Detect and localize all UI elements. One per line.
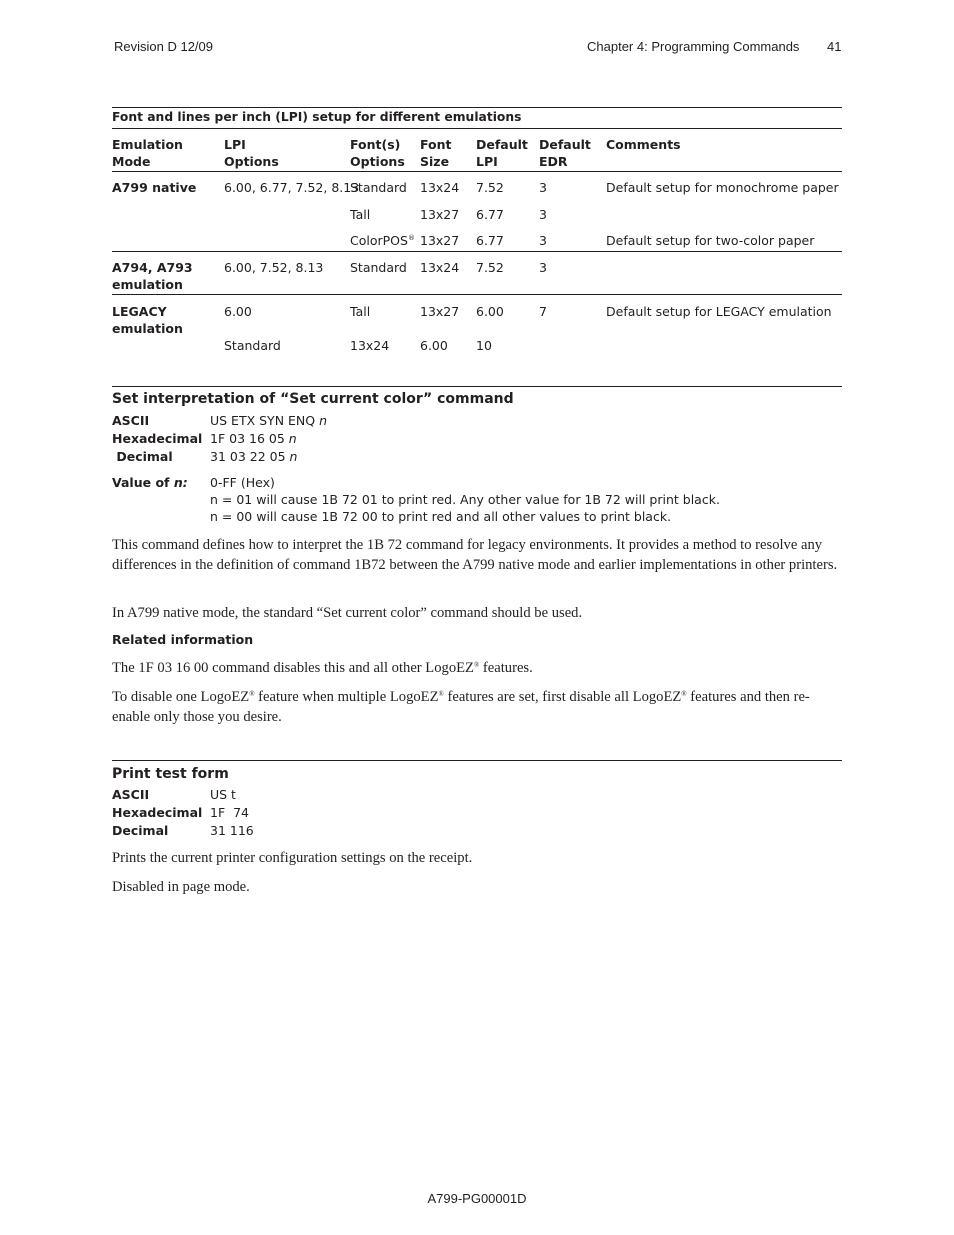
header-mode: Mode xyxy=(112,154,151,169)
a794-font: Standard xyxy=(350,260,407,275)
row-a794-lpi: 6.00, 7.52, 8.13 xyxy=(224,260,324,275)
a799-r3-size: 13x27 xyxy=(420,233,460,248)
s2-page-mode-note: Disabled in page mode. xyxy=(112,879,250,895)
s2-hex-label: Hexadecimal xyxy=(112,805,203,820)
section1-title: Set interpretation of “Set current color” command xyxy=(112,391,514,407)
legacy-r2-c2: 13x24 xyxy=(350,338,390,353)
header-default-edr-1: Default xyxy=(539,137,591,152)
a794-rule xyxy=(112,294,842,295)
row-legacy-mode-2: emulation xyxy=(112,321,183,336)
header-emulation: Emulation xyxy=(112,137,183,152)
section2-rule xyxy=(112,760,842,761)
header-lpi-options: Options xyxy=(224,154,279,169)
s1-native-note: In A799 native mode, the standard “Set current color” command should be used. xyxy=(112,605,583,621)
legacy-r1-font: Tall xyxy=(350,304,371,319)
row-legacy-lpi: 6.00 xyxy=(224,304,252,319)
caption-rule xyxy=(112,128,842,129)
a799-r1-font: Standard xyxy=(350,180,407,195)
page-number: 41 xyxy=(827,39,842,54)
a794-lpi-default: 7.52 xyxy=(476,260,504,275)
s1-description: This command defines how to interpret the 1B 72 command for legacy environments. It provides a method to resolve any differences in the definition of command 1B72 between the A799 native mode and earlier implementations in other printers. xyxy=(112,537,838,573)
legacy-r2-c1: Standard xyxy=(224,338,281,353)
related-info-para-2: To disable one LogoEZ® feature when multiple LogoEZ® features are set, first disable all LogoEZ® features and then re-enable only those you desire. xyxy=(112,689,810,725)
a794-edr: 3 xyxy=(539,260,547,275)
revision-label: Revision D 12/09 xyxy=(114,39,213,54)
a799-r1-edr: 3 xyxy=(539,180,547,195)
s1-hex-label: Hexadecimal xyxy=(112,431,203,446)
s2-description: Prints the current printer configuration settings on the receipt. xyxy=(112,850,473,866)
related-info-para-1: The 1F 03 16 00 command disables this and all other LogoEZ® features. xyxy=(112,660,533,676)
legacy-r1-size: 13x27 xyxy=(420,304,460,319)
a799-r3-lpi: 6.77 xyxy=(476,233,504,248)
s1-value-line-2: n = 01 will cause 1B 72 01 to print red. Any other value for 1B 72 will print black. xyxy=(210,492,720,507)
s1-value-line-1: 0-FF (Hex) xyxy=(210,475,275,490)
header-rule xyxy=(112,171,842,172)
header-size: Size xyxy=(420,154,450,169)
s1-dec-value: 31 03 22 05 n xyxy=(210,449,298,464)
a799-r2-font: Tall xyxy=(350,207,371,222)
section2-title: Print test form xyxy=(112,766,229,782)
related-info-title: Related information xyxy=(112,632,254,647)
header-fonts: Font(s) xyxy=(350,137,401,152)
row-a799-lpi: 6.00, 6.77, 7.52, 8.13 xyxy=(224,180,360,195)
a799-r3-font: ColorPOS® xyxy=(350,233,415,248)
legacy-r1-comment: Default setup for LEGACY emulation xyxy=(606,304,832,319)
table-caption: Font and lines per inch (LPI) setup for different emulations xyxy=(112,110,522,124)
a799-r2-edr: 3 xyxy=(539,207,547,222)
row-a794-mode-1: A794, A793 xyxy=(112,260,193,275)
header-font: Font xyxy=(420,137,452,152)
legacy-r2-c3: 6.00 xyxy=(420,338,448,353)
row-legacy-mode-1: LEGACY xyxy=(112,304,167,319)
legacy-r1-lpi: 6.00 xyxy=(476,304,504,319)
a799-r1-lpi: 7.52 xyxy=(476,180,504,195)
section1-rule xyxy=(112,386,842,387)
s1-value-line-3: n = 00 will cause 1B 72 00 to print red and all other values to print black. xyxy=(210,509,672,524)
s1-ascii-label: ASCII xyxy=(112,413,150,428)
chapter-title: Chapter 4: Programming Commands xyxy=(587,39,800,54)
legacy-r2-c4: 10 xyxy=(476,338,492,353)
table-top-rule xyxy=(112,107,842,108)
footer-doc-id: A799-PG00001D xyxy=(427,1191,527,1206)
s2-ascii-label: ASCII xyxy=(112,787,150,802)
a799-r3-comment: Default setup for two-color paper xyxy=(606,233,815,248)
a794-size: 13x24 xyxy=(420,260,460,275)
row-a799-mode: A799 native xyxy=(112,180,197,195)
header-lpi: LPI xyxy=(224,137,246,152)
s2-dec-value: 31 116 xyxy=(210,823,254,838)
header-default-edr-2: EDR xyxy=(539,154,568,169)
a799-rule xyxy=(112,251,842,252)
s1-value-label: Value of n: xyxy=(112,475,188,490)
legacy-r1-edr: 7 xyxy=(539,304,547,319)
a799-r1-size: 13x24 xyxy=(420,180,460,195)
s2-ascii-value: US t xyxy=(210,787,236,802)
s2-hex-value: 1F 74 xyxy=(210,805,249,820)
header-font-options: Options xyxy=(350,154,405,169)
s2-dec-label: Decimal xyxy=(112,823,169,838)
header-default-lpi-2: LPI xyxy=(476,154,498,169)
s1-hex-value: 1F 03 16 05 n xyxy=(210,431,297,446)
a799-r2-lpi: 6.77 xyxy=(476,207,504,222)
row-a794-mode-2: emulation xyxy=(112,277,183,292)
a799-r1-comment: Default setup for monochrome paper xyxy=(606,180,839,195)
header-comments: Comments xyxy=(606,137,681,152)
s1-ascii-value: US ETX SYN ENQ n xyxy=(210,413,328,428)
s1-dec-label: Decimal xyxy=(112,449,173,464)
a799-r3-edr: 3 xyxy=(539,233,547,248)
a799-r2-size: 13x27 xyxy=(420,207,460,222)
header-default-lpi-1: Default xyxy=(476,137,528,152)
